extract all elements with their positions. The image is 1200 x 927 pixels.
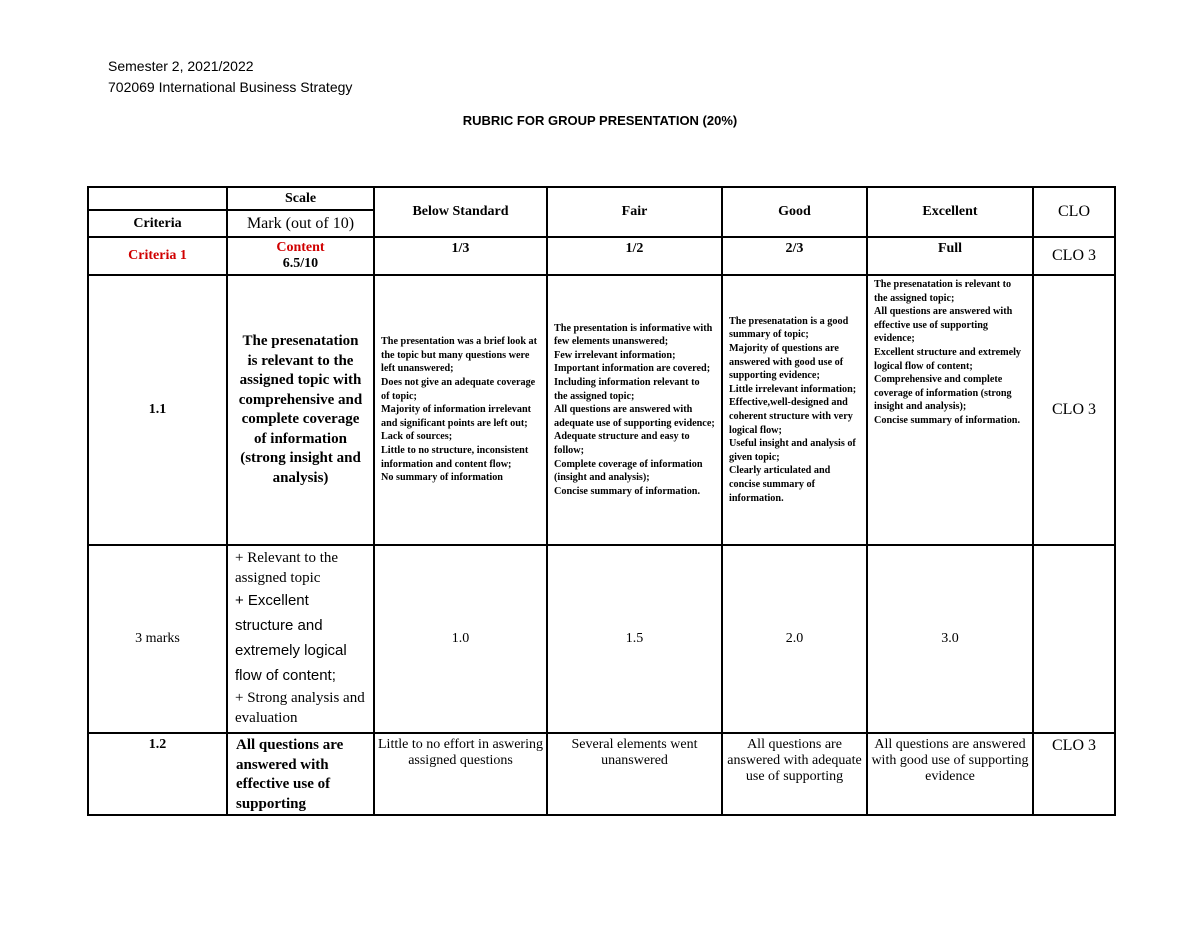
content-mark: 6.5/10 bbox=[282, 256, 319, 271]
desc-line: Majority of information irrelevant and significant points are left out; bbox=[381, 404, 532, 429]
desc-fair-1-1 bbox=[547, 275, 722, 545]
desc-line: The presenatation is a good summary of topic; bbox=[729, 315, 849, 341]
content-label: Content bbox=[276, 240, 325, 255]
scale-line: + Relevant to the assigned topic bbox=[235, 550, 339, 586]
clo-header: CLO bbox=[1033, 187, 1115, 237]
desc-line: Little to no structure, inconsistent information and content flow; bbox=[381, 444, 529, 470]
desc-good-1-2: All questions are answered with adequate use of supporting bbox=[722, 733, 867, 815]
criteria1-label: Criteria 1 bbox=[88, 237, 227, 275]
desc-line: Little irrelevant information; bbox=[729, 383, 857, 395]
desc-line: Adequate structure and easy to follow; bbox=[554, 431, 690, 456]
empty-cell bbox=[88, 187, 227, 210]
marks-scale-cell bbox=[227, 545, 374, 733]
desc-line: The presentation is informative with few elements unanswered; bbox=[554, 322, 713, 348]
clo-cell: CLO 3 bbox=[1033, 733, 1115, 815]
desc-below-1-1 bbox=[374, 275, 547, 545]
table-row bbox=[88, 545, 1115, 733]
desc-line: Excellent structure and extremely logical flow of content; bbox=[874, 346, 1022, 372]
content-cell bbox=[227, 237, 374, 275]
desc-fair-1-2: Several elements went unanswered bbox=[547, 733, 722, 815]
desc-line: Concise summary of information. bbox=[554, 485, 701, 497]
mark-value-below: 1.0 bbox=[374, 545, 547, 733]
desc-good-1-1 bbox=[722, 275, 867, 545]
fraction-good: 2/3 bbox=[722, 237, 867, 275]
desc-line: Does not give an adequate coverage of topic; bbox=[381, 377, 536, 402]
desc-line: Useful insight and analysis of given topic; bbox=[729, 438, 856, 463]
desc-line: No summary of information bbox=[381, 472, 503, 484]
level-header-below: Below Standard bbox=[374, 187, 547, 237]
table-row bbox=[88, 237, 1115, 275]
desc-excellent-1-1 bbox=[867, 275, 1033, 545]
scale-header: Scale bbox=[227, 187, 374, 210]
rubric-table bbox=[87, 186, 1116, 816]
desc-line: The presentation was a brief look at the topic but many questions were left unanswered; bbox=[381, 336, 538, 375]
marks-label: 3 marks bbox=[88, 545, 227, 733]
desc-line: All questions are answered with adequate use of supporting evidence; bbox=[554, 404, 715, 429]
desc-line: Concise summary of information. bbox=[874, 414, 1021, 426]
desc-line: Few irrelevant information; bbox=[554, 349, 676, 361]
desc-line: Important information are covered; bbox=[554, 363, 711, 375]
desc-excellent-1-2: All questions are answered with good use of supporting evidence bbox=[867, 733, 1033, 815]
criterion-1-1: The presenatation is relevant to the assigned topic with comprehensive and complete coverage of information (strong insight and analysis) bbox=[227, 275, 374, 545]
clo-cell: CLO 3 bbox=[1033, 275, 1115, 545]
desc-line: Comprehensive and complete coverage of information (strong insight and analysis); bbox=[874, 374, 1012, 413]
clo-cell: CLO 3 bbox=[1033, 237, 1115, 275]
criteria-header: Criteria bbox=[88, 210, 227, 237]
semester-text: Semester 2, 2021/2022 bbox=[108, 58, 254, 74]
desc-line: Effective,well-designed and coherent structure with very logical flow; bbox=[729, 397, 853, 436]
level-header-good: Good bbox=[722, 187, 867, 237]
row-id-1-2: 1.2 bbox=[88, 733, 227, 815]
desc-line: Clearly articulated and concise summary of information. bbox=[729, 465, 831, 504]
row-id-1-1: 1.1 bbox=[88, 275, 227, 545]
mark-value-fair: 1.5 bbox=[547, 545, 722, 733]
mark-value-good: 2.0 bbox=[722, 545, 867, 733]
desc-line: The presenatation is relevant to the assigned topic; bbox=[874, 279, 1012, 304]
desc-line: Complete coverage of information (insight and analysis); bbox=[554, 458, 703, 484]
desc-line: All questions are answered with effective use of supporting evidence; bbox=[874, 306, 1013, 345]
table-row bbox=[88, 187, 1115, 210]
mark-value-excellent: 3.0 bbox=[867, 545, 1033, 733]
fraction-fair: 1/2 bbox=[547, 237, 722, 275]
desc-line: Majority of questions are answered with good use of supporting evidence; bbox=[729, 343, 844, 382]
fraction-below: 1/3 bbox=[374, 237, 547, 275]
desc-below-1-2: Little to no effort in aswering assigned questions bbox=[374, 733, 547, 815]
level-header-fair: Fair bbox=[547, 187, 722, 237]
criterion-1-2: All questions are answered with effective use of supporting bbox=[227, 733, 374, 815]
document-title: RUBRIC FOR GROUP PRESENTATION (20%) bbox=[462, 113, 738, 128]
mark-header: Mark (out of 10) bbox=[227, 210, 374, 237]
desc-line: Including information relevant to the assigned topic; bbox=[554, 377, 700, 402]
fraction-excellent: Full bbox=[867, 237, 1033, 275]
scale-line: + Excellent structure and extremely logical flow of content; bbox=[235, 592, 347, 684]
desc-line: Lack of sources; bbox=[381, 431, 453, 443]
empty-cell bbox=[1033, 545, 1115, 733]
course-text: 702069 International Business Strategy bbox=[108, 79, 353, 95]
level-header-excellent: Excellent bbox=[867, 187, 1033, 237]
table-row bbox=[88, 733, 1115, 815]
table-row bbox=[88, 275, 1115, 545]
scale-line: + Strong analysis and evaluation bbox=[235, 690, 365, 726]
